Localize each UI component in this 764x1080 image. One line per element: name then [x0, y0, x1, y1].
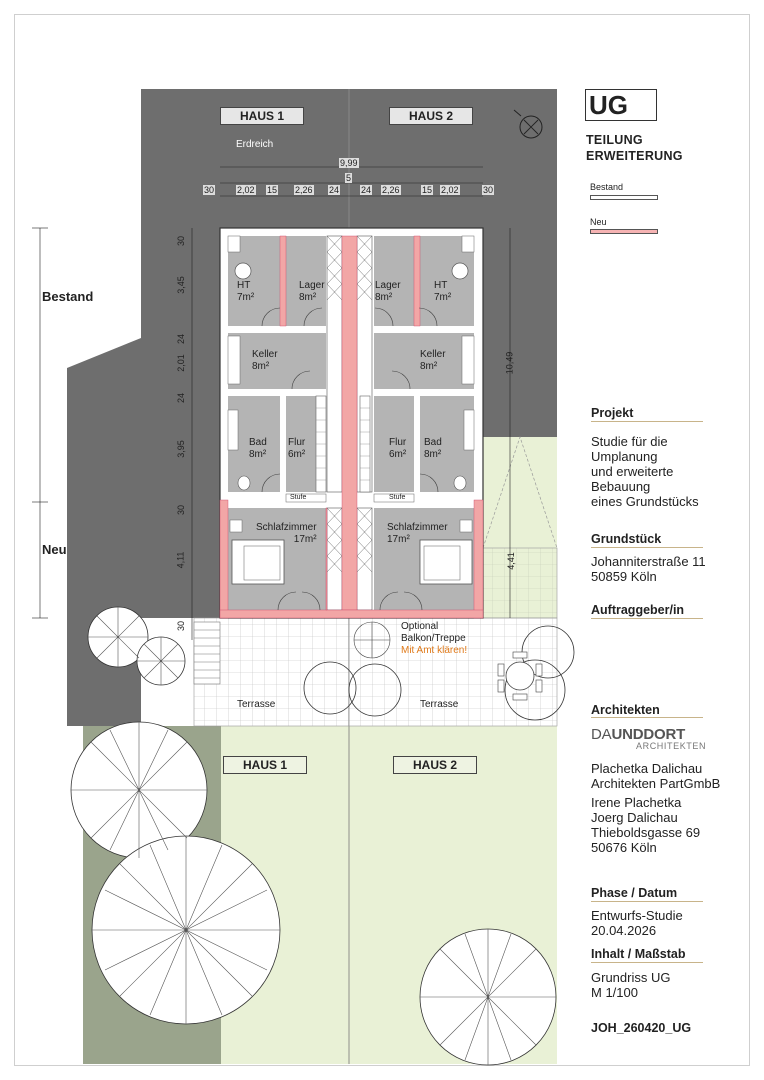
- plot-text: Johanniterstraße 11 50859 Köln: [591, 554, 706, 584]
- phase-heading: Phase / Datum: [591, 886, 678, 900]
- dim-left: 30: [176, 620, 187, 632]
- zone-label-new: Neu: [42, 542, 67, 557]
- dim-right-1: 10,49: [504, 351, 515, 375]
- architect-logo: DAUNDDORT: [591, 726, 686, 743]
- legend-existing-label: Bestand: [590, 182, 624, 192]
- dim-seg: 2,02: [441, 185, 459, 195]
- room-label: Keller 8m²: [420, 349, 446, 372]
- room-label: Bad 8m²: [249, 437, 267, 460]
- drawing-number: JOH_260420_UG: [591, 1021, 692, 1035]
- room-label: Schlafzimmer 17m²: [256, 522, 317, 545]
- title-line-2: ERWEITERUNG: [586, 149, 683, 163]
- legend-new-label: Neu: [590, 217, 607, 227]
- room-label: Schlafzimmer 17m²: [387, 522, 448, 545]
- dim-middle: 5: [346, 173, 352, 183]
- dim-seg: 2,26: [295, 185, 313, 195]
- terrace-label-1: Terrasse: [237, 699, 276, 710]
- client-heading: Auftraggeber/in: [591, 603, 685, 617]
- dim-seg: 24: [329, 185, 340, 195]
- step-label: Stufe: [290, 494, 307, 501]
- step-label: Stufe: [389, 494, 406, 501]
- dim-left: 4,11: [175, 551, 186, 569]
- dims-top-row: [203, 185, 503, 197]
- architects-heading: Architekten: [591, 703, 660, 717]
- divider: [591, 962, 703, 963]
- legend-new-swatch: [590, 229, 658, 234]
- house-label-top-2: HAUS 2: [389, 107, 473, 125]
- dim-seg: 24: [361, 185, 372, 195]
- room-label: HT 7m²: [434, 280, 452, 303]
- dim-seg: 2,02: [237, 185, 255, 195]
- divider: [591, 717, 703, 718]
- room-label: Bad 8m²: [424, 437, 442, 460]
- balcony-note: Optional Balkon/Treppe Mit Amt klären!: [401, 621, 468, 656]
- dim-right-2: 4,41: [505, 552, 516, 570]
- phase-text: Entwurfs-Studie 20.04.2026: [591, 908, 683, 938]
- dim-seg: 30: [204, 185, 215, 195]
- dim-left: 3,95: [175, 440, 186, 458]
- dim-left: 3,45: [175, 276, 186, 294]
- room-label: Lager 8m²: [375, 280, 401, 303]
- divider: [591, 901, 703, 902]
- dim-left: 24: [176, 392, 187, 404]
- dim-seg: 15: [422, 185, 433, 195]
- dim-total: 9,99: [340, 158, 358, 168]
- zone-label-existing: Bestand: [42, 289, 94, 304]
- architect-text: Plachetka Dalichau Architekten PartGmbB Irene Plachetka Joerg Dalichau Thieboldsgasse 69 50676 Köln: [591, 761, 721, 855]
- room-label: Flur 6m²: [389, 437, 407, 460]
- room-label: Keller 8m²: [252, 349, 278, 372]
- house-label-bottom-2: HAUS 2: [393, 756, 477, 774]
- house-label-bottom-1: HAUS 1: [223, 756, 307, 774]
- sheet-code: UG: [585, 89, 657, 121]
- title-line-1: TEILUNG: [586, 133, 643, 147]
- dim-left: 30: [176, 504, 187, 516]
- dim-left: 2,01: [175, 354, 186, 372]
- project-heading: Projekt: [591, 406, 634, 420]
- architect-logo-sub: ARCHITEKTEN: [636, 741, 707, 751]
- project-text: Studie für die Umplanung und erweiterte Bebauung eines Grundstücks: [591, 434, 699, 509]
- content-text: Grundriss UG M 1/100: [591, 970, 671, 1000]
- soil-label: Erdreich: [236, 139, 274, 150]
- legend-existing-swatch: [590, 195, 658, 200]
- divider: [591, 421, 703, 422]
- divider: [591, 618, 703, 619]
- terrace-label-2: Terrasse: [420, 699, 459, 710]
- soil-area-left: [67, 338, 141, 726]
- room-label: Flur 6m²: [288, 437, 306, 460]
- content-heading: Inhalt / Maßstab: [591, 947, 686, 961]
- dim-seg: 30: [483, 185, 494, 195]
- dims-left: [176, 228, 190, 648]
- plot-heading: Grundstück: [591, 532, 662, 546]
- dim-seg: 2,26: [382, 185, 400, 195]
- dim-left: 30: [176, 235, 187, 247]
- dim-seg: 15: [267, 185, 278, 195]
- divider: [591, 547, 703, 548]
- room-label: HT 7m²: [237, 280, 255, 303]
- house-label-top-1: HAUS 1: [220, 107, 304, 125]
- dim-left: 24: [176, 333, 187, 345]
- room-label: Lager 8m²: [299, 280, 325, 303]
